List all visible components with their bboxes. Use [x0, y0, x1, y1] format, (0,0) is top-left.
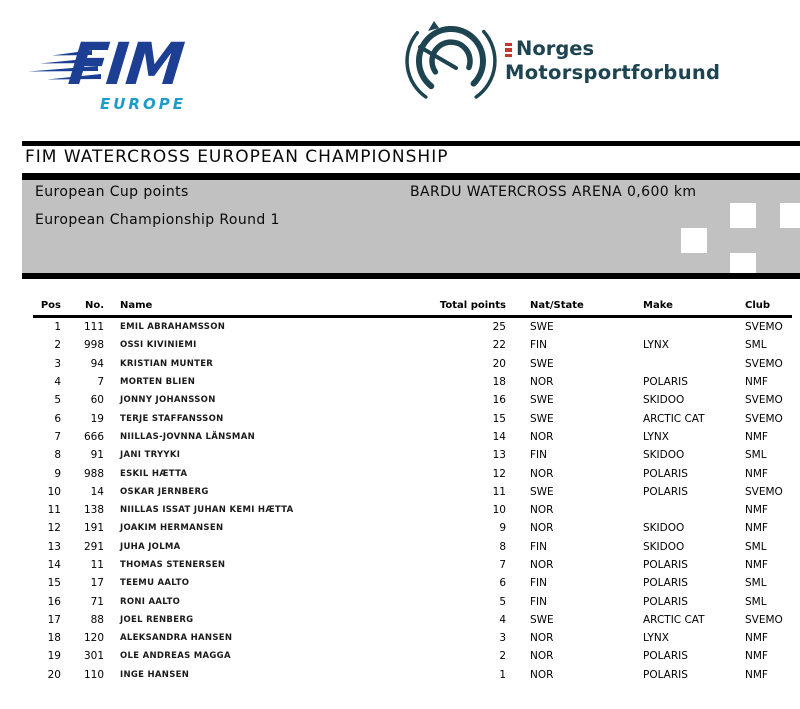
cell-pos: 15 — [47, 577, 61, 590]
info-box-bottom-bar — [22, 273, 800, 279]
cell-club: SML — [745, 540, 767, 553]
table-row — [0, 464, 800, 482]
cell-pos: 3 — [54, 357, 61, 370]
cell-make: LYNX — [643, 632, 669, 645]
cell-no: 111 — [83, 321, 104, 334]
cell-no: 91 — [90, 449, 104, 462]
cell-points: 7 — [499, 559, 506, 571]
cell-club: NMF — [745, 522, 768, 535]
cell-points: 10 — [492, 504, 506, 517]
cell-points: 18 — [492, 376, 506, 389]
table-row — [0, 373, 800, 391]
table-row — [0, 629, 800, 647]
cell-make: LYNX — [643, 430, 669, 443]
cell-make: POLARIS — [643, 485, 688, 498]
cell-nat: NOR — [530, 632, 554, 645]
cell-pos: 11 — [47, 504, 61, 517]
cell-club: NMF — [745, 559, 768, 571]
cell-no: 14 — [90, 485, 104, 498]
cell-nat: FIN — [530, 577, 547, 590]
table-row — [0, 409, 800, 427]
title-bar-bottom — [22, 173, 800, 180]
cell-pos: 14 — [47, 559, 61, 571]
cell-name: JOEL RENBERG — [120, 614, 194, 625]
cell-nat: NOR — [530, 467, 554, 480]
cell-name: ESKIL HÆTTA — [120, 468, 188, 479]
title-bar-top — [22, 141, 800, 146]
header-cell-points: Total points — [439, 299, 506, 311]
cell-nat: FIN — [530, 540, 547, 553]
cell-nat: SWE — [530, 321, 554, 334]
checker-square — [780, 203, 800, 228]
cell-make: SKIDOO — [643, 449, 685, 462]
cell-nat: FIN — [530, 449, 547, 462]
cell-no: 291 — [83, 540, 104, 553]
cell-club: SML — [745, 449, 767, 462]
cell-club: SVEMO — [745, 394, 783, 407]
results-rows — [0, 318, 800, 684]
nmf-logo — [398, 12, 503, 112]
cell-name: RONI AALTO — [120, 596, 181, 607]
table-row — [0, 336, 800, 354]
cell-name: JONNY JOHANSSON — [120, 395, 216, 406]
cell-pos: 10 — [47, 485, 61, 498]
cell-pos: 4 — [54, 376, 61, 389]
cell-no: 110 — [83, 668, 104, 681]
cell-club: SML — [745, 595, 767, 608]
cell-name: TERJE STAFFANSSON — [120, 413, 224, 424]
cell-no: 988 — [83, 467, 104, 480]
cell-pos: 12 — [47, 522, 61, 535]
cell-club: SML — [745, 577, 767, 590]
nmf-logo-line1: Norges — [516, 37, 595, 60]
header-cell-name: Name — [120, 299, 153, 311]
cell-no: 666 — [83, 430, 104, 443]
cell-points: 8 — [499, 540, 506, 553]
fim-logo-subtext: EUROPE — [100, 95, 186, 113]
table-row — [0, 391, 800, 409]
fim-europe-logo — [25, 22, 205, 102]
cell-pos: 6 — [54, 412, 61, 425]
cell-make: SKIDOO — [643, 394, 685, 407]
cell-make: ARCTIC CAT — [643, 613, 705, 626]
cell-points: 16 — [492, 394, 506, 407]
cell-points: 13 — [492, 449, 506, 462]
cell-points: 9 — [499, 522, 506, 535]
cell-name: OSSI KIVINIEMI — [120, 340, 197, 351]
checker-square — [730, 253, 756, 273]
cell-points: 14 — [492, 430, 506, 443]
cell-no: 94 — [90, 357, 104, 370]
table-row — [0, 483, 800, 501]
nmf-logo-marks — [505, 42, 512, 59]
cell-pos: 13 — [47, 540, 61, 553]
table-row — [0, 355, 800, 373]
cell-make: ARCTIC CAT — [643, 412, 705, 425]
cell-club: SVEMO — [745, 321, 783, 334]
cell-club: SVEMO — [745, 613, 783, 626]
cell-club: NMF — [745, 668, 768, 681]
table-row — [0, 501, 800, 519]
cell-no: 191 — [83, 522, 104, 535]
cell-nat: SWE — [530, 485, 554, 498]
header-cell-pos: Pos — [40, 299, 61, 311]
cell-make: POLARIS — [643, 595, 688, 608]
cell-points: 20 — [492, 357, 506, 370]
cell-make: SKIDOO — [643, 540, 685, 553]
cell-nat: NOR — [530, 650, 554, 663]
cell-name: THOMAS STENERSEN — [120, 560, 226, 570]
cell-make: POLARIS — [643, 467, 688, 480]
cell-club: SVEMO — [745, 485, 783, 498]
cell-club: NMF — [745, 467, 768, 480]
cell-nat: SWE — [530, 394, 554, 407]
cell-name: ALEKSANDRA HANSEN — [120, 633, 233, 644]
cell-pos: 16 — [47, 595, 61, 608]
checker-square — [730, 203, 756, 228]
cell-club: SML — [745, 339, 767, 352]
cell-points: 3 — [499, 632, 506, 645]
cell-no: 7 — [97, 376, 104, 389]
cell-make: POLARIS — [643, 650, 688, 663]
cell-points: 5 — [499, 595, 506, 608]
table-row — [0, 318, 800, 336]
event-class: European Cup points — [35, 184, 189, 200]
cell-pos: 20 — [47, 668, 61, 681]
cell-club: NMF — [745, 632, 768, 645]
cell-pos: 5 — [54, 394, 61, 407]
cell-make: POLARIS — [643, 376, 688, 389]
cell-name: TEEMU AALTO — [120, 578, 190, 589]
cell-name: JANI TRYYKI — [120, 450, 181, 461]
cell-club: NMF — [745, 650, 768, 663]
cell-pos: 8 — [54, 449, 61, 462]
fim-logo-text: FIM — [65, 30, 186, 98]
cell-no: 19 — [90, 412, 104, 425]
cell-make: SKIDOO — [643, 522, 685, 535]
cell-points: 15 — [492, 412, 506, 425]
cell-club: NMF — [745, 376, 768, 389]
cell-nat: NOR — [530, 504, 554, 517]
cell-make: POLARIS — [643, 668, 688, 681]
nmf-logo-line2: Motorsportforbund — [505, 61, 721, 84]
cell-no: 120 — [83, 632, 104, 645]
speedometer-icon — [407, 29, 495, 97]
cell-points: 4 — [499, 613, 506, 626]
cell-name: INGE HANSEN — [120, 669, 190, 680]
cell-no: 301 — [83, 650, 104, 663]
results-header-row — [0, 296, 800, 314]
cell-no: 138 — [83, 504, 104, 517]
table-row — [0, 574, 800, 592]
cell-points: 2 — [499, 650, 506, 663]
cell-make: POLARIS — [643, 577, 688, 590]
cell-name: EMIL ABRAHAMSSON — [120, 322, 226, 333]
cell-points: 25 — [492, 321, 506, 334]
cell-name: NIILLAS-JOVNNA LÄNSMAN — [120, 431, 255, 442]
cell-make: LYNX — [643, 339, 669, 352]
cell-pos: 7 — [54, 430, 61, 443]
cell-no: 998 — [83, 339, 104, 352]
cell-name: JOAKIM HERMANSEN — [120, 523, 224, 534]
table-row — [0, 519, 800, 537]
event-info-box — [22, 180, 800, 273]
cell-no: 11 — [90, 559, 104, 571]
cell-club: SVEMO — [745, 357, 783, 370]
header-cell-nat: Nat/State — [530, 299, 584, 311]
cell-no: 60 — [90, 394, 104, 407]
cell-name: NIILLAS ISSAT JUHAN KEMI HÆTTA — [120, 505, 294, 516]
page-title: FIM WATERCROSS EUROPEAN CHAMPIONSHIP — [25, 147, 449, 167]
table-row — [0, 446, 800, 464]
cell-name: KRISTIAN MUNTER — [120, 358, 214, 369]
cell-nat: SWE — [530, 412, 554, 425]
table-row — [0, 428, 800, 446]
checker-square — [681, 228, 707, 253]
cell-name: MORTEN BLIEN — [120, 377, 196, 388]
cell-make: POLARIS — [643, 559, 688, 571]
cell-no: 71 — [90, 595, 104, 608]
cell-points: 22 — [492, 339, 506, 352]
cell-no: 17 — [90, 577, 104, 590]
cell-name: OLE ANDREAS MAGGA — [120, 651, 231, 662]
cell-pos: 2 — [54, 339, 61, 352]
header-cell-no: No. — [84, 299, 104, 311]
header-cell-make: Make — [643, 299, 673, 311]
cell-nat: FIN — [530, 595, 547, 608]
cell-nat: SWE — [530, 357, 554, 370]
table-row — [0, 556, 800, 574]
event-round: European Championship Round 1 — [35, 212, 280, 228]
cell-points: 6 — [499, 577, 506, 590]
cell-club: NMF — [745, 430, 768, 443]
cell-nat: NOR — [530, 668, 554, 681]
cell-nat: SWE — [530, 613, 554, 626]
event-venue: BARDU WATERCROSS ARENA 0,600 km — [410, 184, 697, 200]
cell-points: 11 — [492, 485, 506, 498]
cell-nat: NOR — [530, 559, 554, 571]
cell-pos: 9 — [54, 467, 61, 480]
table-row — [0, 592, 800, 610]
cell-name: OSKAR JERNBERG — [120, 486, 209, 497]
cell-nat: NOR — [530, 430, 554, 443]
cell-name: JUHA JOLMA — [120, 541, 181, 552]
cell-points: 1 — [499, 668, 506, 681]
cell-pos: 1 — [54, 321, 61, 334]
header-cell-club: Club — [745, 299, 771, 311]
cell-pos: 18 — [47, 632, 61, 645]
cell-nat: FIN — [530, 339, 547, 352]
cell-club: SVEMO — [745, 412, 783, 425]
results-table — [0, 296, 800, 681]
table-row — [0, 666, 800, 684]
cell-no: 88 — [90, 613, 104, 626]
table-row — [0, 611, 800, 629]
cell-pos: 19 — [47, 650, 61, 663]
table-row — [0, 647, 800, 665]
nmf-logo-text — [505, 37, 720, 85]
cell-club: NMF — [745, 504, 768, 517]
cell-points: 12 — [492, 467, 506, 480]
cell-nat: NOR — [530, 522, 554, 535]
cell-nat: NOR — [530, 376, 554, 389]
table-row — [0, 538, 800, 556]
cell-pos: 17 — [47, 613, 61, 626]
